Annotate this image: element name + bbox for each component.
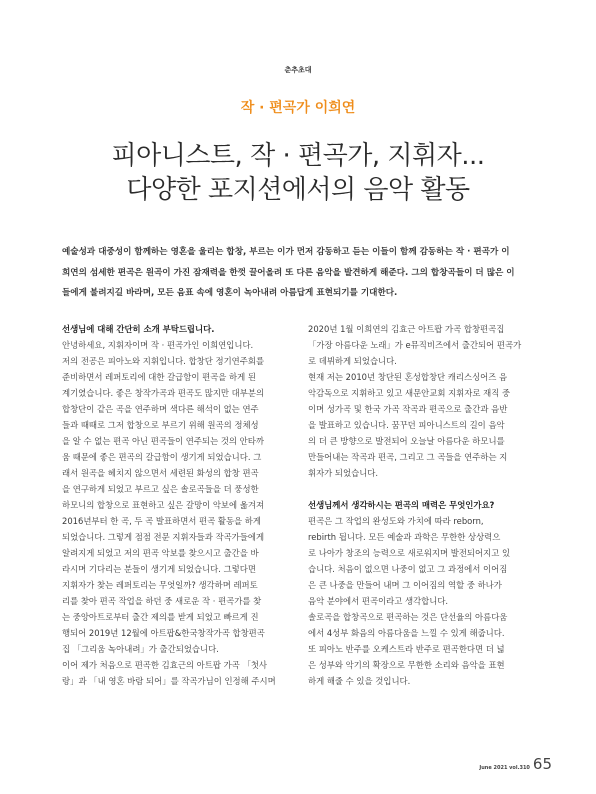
- body-line: 음악 분야에서 편곡이라고 생각합니다.: [308, 596, 449, 606]
- body-line: 은 성부와 악기의 확장으로 무한한 소리와 음악을 표현: [308, 660, 505, 670]
- body-line: 을 연구하게 되었고 부르고 싶은 솔로곡들을 더 풍성한: [62, 484, 259, 494]
- body-line: 휘자가 되었습니다.: [308, 468, 379, 478]
- issue-label: June 2021 vol.310: [479, 765, 530, 771]
- body-line: 합창단이 같은 곡을 연주하며 색다른 해석이 없는 연주: [62, 404, 259, 414]
- body-line: 알려지게 되었고 저의 편곡 악보를 찾으시고 출간을 바: [62, 548, 259, 558]
- author-byline: 작 · 편곡가 이희연: [240, 100, 356, 116]
- body-line: 2020년 1월 이희연의 김효근 아트팝 가곡 합창편곡집: [308, 324, 505, 334]
- body-line: 지휘자가 찾는 레퍼토리는 무엇일까? 생각하며 레퍼토: [62, 580, 258, 590]
- body-line: rebirth 됩니다. 모든 예술과 과학은 무한한 상상력으: [308, 532, 501, 542]
- body-line: 로 데뷔하게 되었습니다.: [308, 356, 397, 366]
- body-line: 는 중앙아트로부터 출간 제의를 받게 되었고 빠르게 진: [62, 612, 259, 622]
- body-line: 행되어 2019년 12월에 아트팝&한국창작가곡 합창편곡: [62, 628, 265, 638]
- intro-paragraph: [62, 242, 534, 304]
- body-line: 은 큰 나중을 만들어 내며 그 이어짐의 역할 중 하나가: [308, 580, 502, 590]
- body-line: 하게 해줄 수 있을 것입니다.: [308, 676, 411, 686]
- body-line: 을 알 수 없는 편곡 아닌 편곡들이 연주되는 것의 안타까: [62, 436, 264, 446]
- body-line: 랑」과 「내 영혼 바람 되어」를 작곡가님이 인정해 주시며: [62, 676, 276, 686]
- body-line: 악감독으로 지휘하고 있고 새문안교회 지휘자로 재직 중: [308, 388, 511, 398]
- body-line: 들과 때때로 그저 합창으로 부르기 위해 원곡의 정체성: [62, 420, 259, 430]
- body-line: 로 나아가 창조의 능력으로 새로워지며 발전되어지고 있: [308, 548, 511, 558]
- body-line: 이며 성가곡 및 한국 가곡 작곡과 편곡으로 출간과 음반: [308, 404, 508, 414]
- body-line: 리를 찾아 편곡 작업을 하던 중 새로운 작 · 편곡가를 찾: [62, 596, 262, 606]
- body-line: 현재 저는 2010년 창단된 혼성합창단 캐리스싱어즈 음: [308, 372, 508, 382]
- paragraph-gap: [308, 481, 534, 497]
- body-line: 래서 원곡을 헤치지 않으면서 세련된 화성의 합창 편곡: [62, 468, 259, 478]
- body-line: 「가장 아름다운 노래」가 e뮤직비즈에서 출간되어 편곡가: [308, 340, 522, 350]
- interview-question: 선생님에 대해 간단히 소개 부탁드립니다.: [62, 324, 215, 334]
- body-line: 편곡은 그 작업의 완성도와 가치에 따라 reborn,: [308, 516, 484, 526]
- intro-line: 들에게 불려지길 바라며, 모든 음표 속에 영혼이 녹아내려 아름답게 표현되기를 기대한다.: [62, 288, 398, 298]
- title-line: 피아니스트, 작 · 편곡가, 지휘자...: [111, 141, 485, 171]
- body-line: 되었습니다. 그렇게 점점 전문 지휘자들과 작곡가들에게: [62, 532, 265, 542]
- right-column: [308, 321, 534, 689]
- left-column: [62, 321, 288, 689]
- body-line: 이어 제가 처음으로 편곡한 김효근의 아트팝 가곡 「첫사: [62, 660, 267, 670]
- body-line: 움 때문에 좋은 편곡의 갈급함이 생기게 되었습니다. 그: [62, 452, 262, 462]
- page-footer: [479, 755, 552, 773]
- body-line: 저의 전공은 피아노와 지휘입니다. 합창단 정기연주회를: [62, 356, 265, 366]
- body-line: 만들어내는 작곡과 편곡, 그리고 그 곡들을 연주하는 지: [308, 452, 508, 462]
- body-line: 습니다. 처음이 없으면 나중이 없고 그 과정에서 이어짐: [308, 564, 508, 574]
- body-line: 의 더 큰 방향으로 발전되어 오늘날 아름다운 하모니를: [308, 436, 505, 446]
- title-line: 다양한 포지션에서의 음악 활동: [126, 175, 470, 205]
- body-line: 하모니의 합창으로 표현하고 싶은 갈망이 악보에 옮겨져: [62, 500, 265, 510]
- body-line: 집 「그리움 녹아내려」가 출간되었습니다.: [62, 644, 219, 654]
- body-line: 계기였습니다. 좋은 창작가곡과 편곡도 많지만 대부분의: [62, 388, 265, 398]
- body-line: 2016년부터 한 곡, 두 곡 발표하면서 편곡 활동을 하게: [62, 516, 261, 526]
- body-line: 또 피아노 반주를 오케스트라 반주로 편곡한다면 더 넓: [308, 644, 505, 654]
- body-line: 솔로곡을 합창곡으로 편곡하는 것은 단선율의 아름다움: [308, 612, 508, 622]
- page-number: 65: [532, 755, 552, 773]
- intro-line: 희연의 섬세한 편곡은 원곡이 가진 잠재력을 한껏 끌어올려 또 다른 음악을 발견하게 해준다. 그의 합창곡들이 더 많은 이: [62, 267, 515, 278]
- body-line: 을 발표하고 있습니다. 꿈꾸던 피아니스트의 길이 음악: [308, 420, 505, 430]
- body-line: 준비하면서 레퍼토리에 대한 갈급함이 편곡을 하게 된: [62, 372, 256, 382]
- article-title: [0, 139, 596, 207]
- interview-question: 선생님께서 생각하시는 편곡의 매력은 무엇인가요?: [308, 500, 495, 510]
- section-label: 춘추초대: [284, 66, 312, 74]
- body-line: 에서 4성부 화음의 아름다움을 느낄 수 있게 해줍니다.: [308, 628, 505, 638]
- intro-line: 예술성과 대중성이 함께하는 영혼을 울리는 합창, 부르는 이가 먼저 감동하고 듣는 이들이 함께 감동하는 작 · 편곡가 이: [62, 247, 510, 257]
- body-line: 라시며 기다리는 분들이 생기게 되었습니다. 그렇다면: [62, 564, 256, 574]
- body-line: 안녕하세요, 지휘자이며 작 · 편곡가인 이희연입니다.: [62, 340, 254, 350]
